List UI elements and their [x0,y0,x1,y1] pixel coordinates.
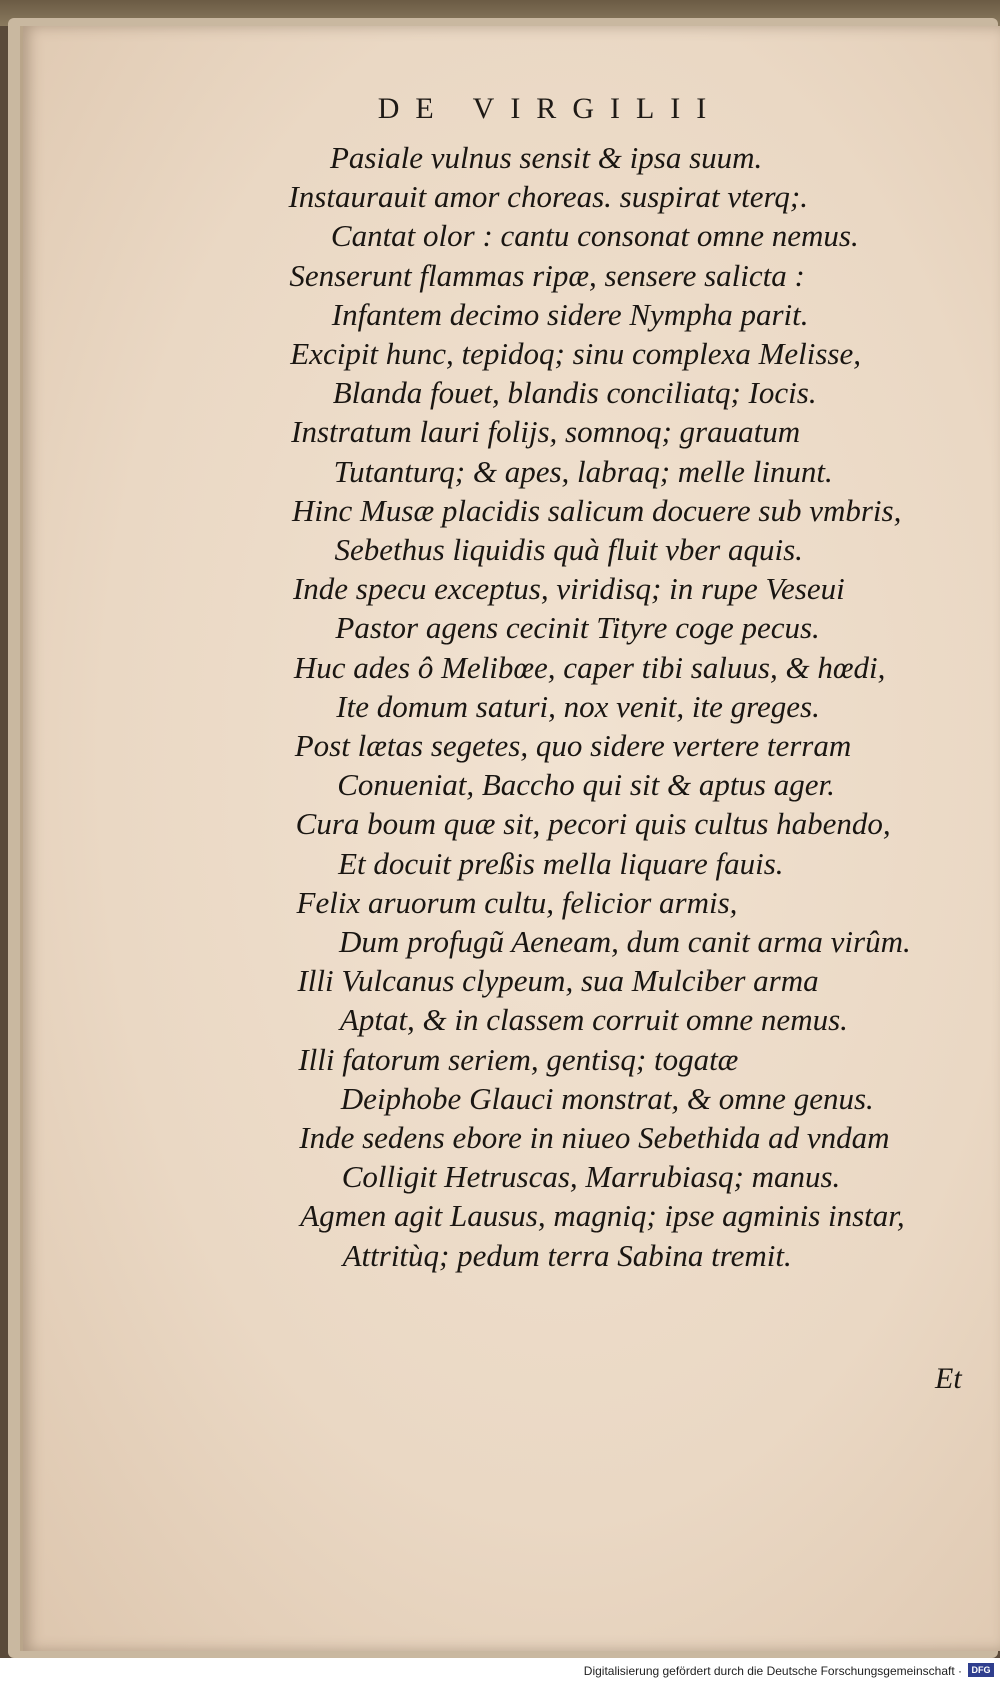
verse-line: Inde specu exceptus, viridisq; in rupe Veseui [292,571,845,607]
verse-line: Senserunt flammas ripæ, sensere salicta : [289,257,805,293]
verse-line: Sebethus liquidis quà fluit vber aquis. [334,532,803,567]
verse-line: Cantat olor : cantu consonat omne nemus. [330,218,859,254]
verse-line: Attritùq; pedum terra Sabina tremit. [342,1237,792,1273]
verse-line: Pasiale vulnus sensit & ipsa suum. [330,140,763,175]
verse-line: Instaurauit amor choreas. suspirat vterq;. [288,179,808,215]
verse-line: Infantem decimo sidere Nympha parit. [331,296,809,332]
verse-line: Aptat, & in classem corruit omne nemus. [339,1002,848,1038]
footer-credit: Digitalisierung gefördert durch die Deutsche Forschungsgemeinschaft · [583,1664,962,1678]
verse-line: Pastor agens cecinit Tityre coge pecus. [335,610,820,646]
verse-line: Excipit hunc, tepidoq; sinu complexa Melisse, [290,336,862,371]
verse-line: Blanda fouet, blandis conciliatq; Iocis. [332,375,817,411]
verse-line: Hinc Musæ placidis salicum docuere sub vmbris, [292,492,902,528]
verse-line: Illi Vulcanus clypeum, sua Mulciber arma [297,963,819,999]
verse-line: Agmen agit Lausus, magniq; ipse agminis instar, [300,1198,905,1234]
verse-line: Et docuit preßis mella liquare fauis. [338,845,784,881]
verse-line: Tutanturq; & apes, labraq; melle linunt. [333,453,833,489]
verse-line: Ite domum saturi, nox venit, ite greges. [336,688,820,724]
verse-line: Post lætas segetes, quo sidere vertere terram [294,728,852,763]
verse-line: Felix aruorum cultu, felicior armis, [296,884,738,920]
verse-line: Cura boum quæ sit, pecori quis cultus habendo, [295,806,891,842]
footer-bar [0,1660,1000,1681]
verse-line: Dum profugũ Aeneam, dum canit arma virûm. [339,924,911,959]
verse-line: Illi fatorum seriem, gentisq; togatæ [298,1041,739,1077]
verse-line: Conueniat, Baccho qui sit & aptus ager. [337,767,835,803]
dfg-logo: DFG [968,1663,994,1677]
verse-line: Instratum lauri folijs, somnoq; grauatum [291,414,801,450]
catchword: Et [935,1362,962,1395]
verse-line: Colligit Hetruscas, Marrubiasq; manus. [341,1159,841,1195]
verse-line: Huc ades ô Melibœe, caper tibi saluus, & hœdi, [293,649,886,685]
running-head: DE VIRGILII [377,92,723,125]
verse-line: Deiphobe Glauci monstrat, & omne genus. [340,1080,874,1116]
verse-line: Inde sedens ebore in niueo Sebethida ad vndam [299,1120,890,1155]
